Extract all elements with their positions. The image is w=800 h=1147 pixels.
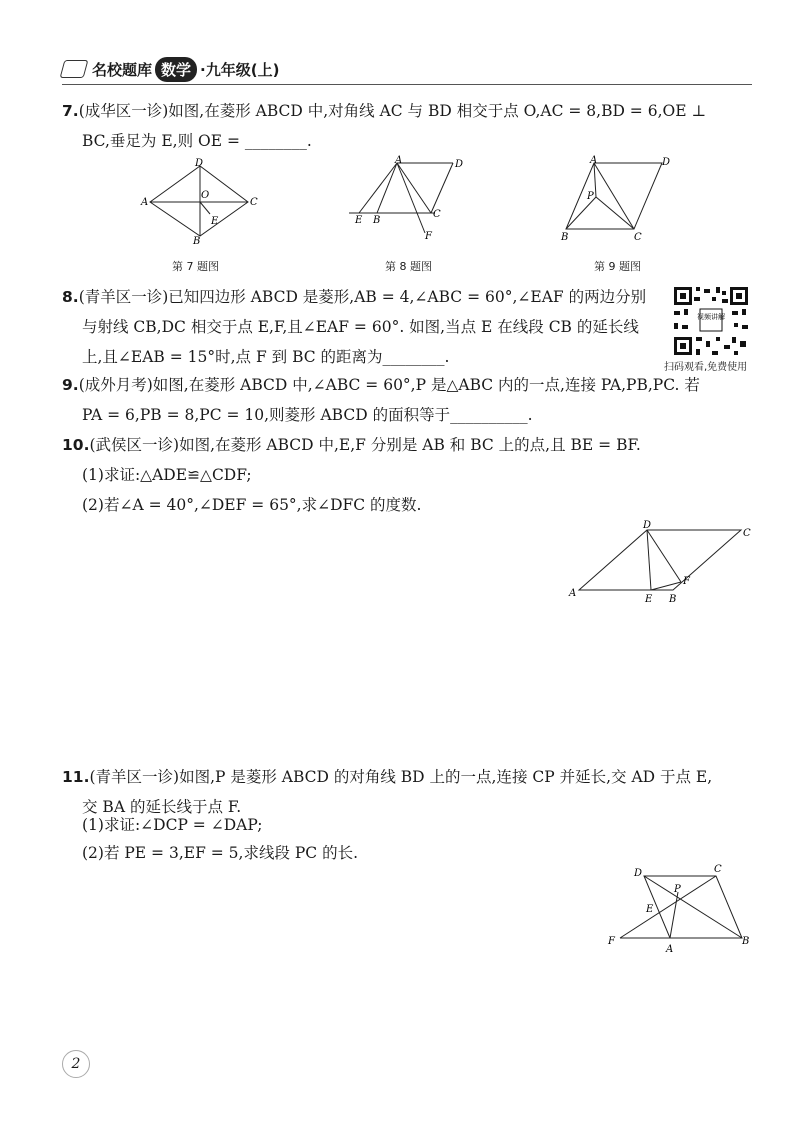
question-7 <box>62 96 706 126</box>
fig10-label-B: B <box>669 594 677 605</box>
question-8 <box>62 282 646 312</box>
fig11-label-F: F <box>608 936 615 947</box>
question-number: 9. <box>62 376 79 394</box>
page-number: 2 <box>62 1050 90 1078</box>
fig9-label-A: A <box>590 155 598 166</box>
question-8-line3: 上,且∠EAB = 15°时,点 F 到 BC 的距离为________. <box>82 348 450 366</box>
question-number: 11. <box>62 768 90 786</box>
fig7-label-D: D <box>195 158 204 169</box>
question-number: 7. <box>62 102 79 120</box>
qr-caption: 扫码观看,免费使用 <box>664 362 748 373</box>
figure-9 <box>556 155 671 245</box>
fig7-label-A: A <box>141 197 149 208</box>
question-text: (成外月考)如图,在菱形 ABCD 中,∠ABC = 60°,P 是△ABC 内的一点,连接 PA,PB,PC. 若 <box>78 376 700 394</box>
fig7-label-O: O <box>201 190 210 201</box>
subject-badge: 数学 <box>155 57 197 82</box>
fig11-label-A: A <box>666 944 674 955</box>
fig10-label-D: D <box>643 520 652 531</box>
brand-name: 名校题库 <box>92 60 153 79</box>
question-11-line2: 交 BA 的延长线于点 F. <box>82 798 242 816</box>
question-text: (成华区一诊)如图,在菱形 ABCD 中,对角线 AC 与 BD 相交于点 O,AC = 8,BD = 6,OE ⊥ <box>78 102 707 120</box>
question-7-line2: BC,垂足为 E,则 OE = ________. <box>82 132 312 150</box>
question-11 <box>62 762 712 792</box>
question-9-line2: PA = 6,PB = 8,PC = 10,则菱形 ABCD 的面积等于__________. <box>82 406 533 424</box>
fig8-label-D: D <box>455 159 464 170</box>
fig8-label-A: A <box>395 155 403 166</box>
grade-label: ·九年级(上) <box>200 60 280 79</box>
header-divider <box>62 84 752 85</box>
qr-code-icon[interactable] <box>672 285 750 357</box>
fig11-label-P: P <box>674 884 681 895</box>
page-header <box>62 56 279 82</box>
question-text: (武侯区一诊)如图,在菱形 ABCD 中,E,F 分别是 AB 和 BC 上的点,且 BE = BF. <box>89 436 641 454</box>
fig11-label-C: C <box>714 864 722 875</box>
fig11-label-D: D <box>634 868 643 879</box>
question-text: (青羊区一诊)如图,P 是菱形 ABCD 的对角线 BD 上的一点,连接 CP 并延长,交 AD 于点 E, <box>89 768 713 786</box>
fig8-label-B: B <box>373 215 381 226</box>
question-text: (青羊区一诊)已知四边形 ABCD 是菱形,AB = 4,∠ABC = 60°,∠EAF 的两边分别 <box>78 288 647 306</box>
figure-10 <box>565 518 755 608</box>
question-10 <box>62 430 641 460</box>
question-8-line2: 与射线 CB,DC 相交于点 E,F,且∠EAF = 60°. 如图,当点 E 在线段 CB 的延长线 <box>82 318 639 336</box>
book-logo-icon <box>60 60 89 78</box>
question-11-part2: (2)若 PE = 3,EF = 5,求线段 PC 的长. <box>82 844 359 862</box>
fig10-label-A: A <box>569 588 577 599</box>
fig7-label-B: B <box>193 236 201 247</box>
figure-8 <box>345 155 470 245</box>
fig8-label-F: F <box>425 231 432 242</box>
fig7-label-C: C <box>250 197 258 208</box>
fig9-label-C: C <box>634 232 642 243</box>
question-11-part1: (1)求证:∠DCP = ∠DAP; <box>82 816 263 834</box>
fig7-label-E: E <box>211 216 219 227</box>
fig9-label-B: B <box>561 232 569 243</box>
question-9 <box>62 370 700 400</box>
fig10-label-F: F <box>683 576 690 587</box>
figure-11 <box>600 862 760 957</box>
fig11-label-E: E <box>646 904 654 915</box>
figure-9-caption: 第 9 题图 <box>594 260 641 273</box>
figure-7-caption: 第 7 题图 <box>172 260 219 273</box>
fig11-label-B: B <box>742 936 750 947</box>
question-10-part1: (1)求证:△ADE≌△CDF; <box>82 466 252 484</box>
question-10-part2: (2)若∠A = 40°,∠DEF = 65°,求∠DFC 的度数. <box>82 496 422 514</box>
figure-8-caption: 第 8 题图 <box>385 260 432 273</box>
qr-center-label: 视频讲解 <box>697 313 725 321</box>
fig8-label-E: E <box>355 215 363 226</box>
figure-7 <box>140 158 260 248</box>
fig8-label-C: C <box>433 209 441 220</box>
question-number: 8. <box>62 288 79 306</box>
fig9-label-D: D <box>662 157 671 168</box>
fig9-label-P: P <box>587 191 594 202</box>
fig10-label-C: C <box>743 528 751 539</box>
fig10-label-E: E <box>645 594 653 605</box>
question-number: 10. <box>62 436 90 454</box>
